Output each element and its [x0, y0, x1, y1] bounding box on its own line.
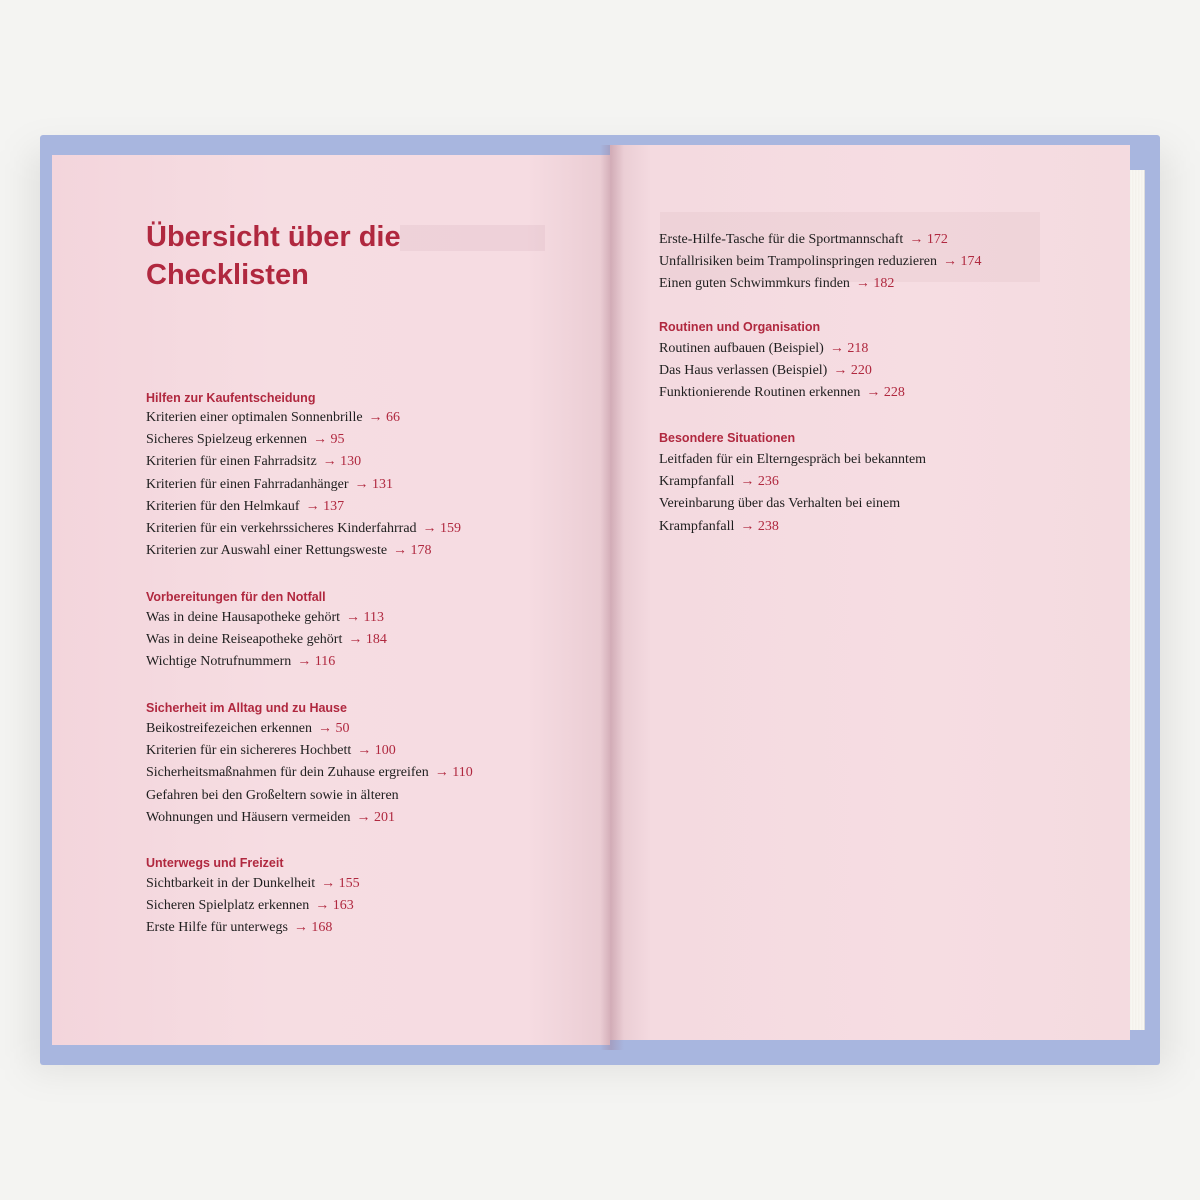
section-heading-kaufentscheidung: Hilfen zur Kaufentscheidung: [146, 391, 316, 405]
checklist-kaufentscheidung: [146, 407, 461, 562]
page-ref: → 182: [855, 276, 895, 292]
page-ref: → 100: [357, 743, 396, 759]
checklist-alltag: [146, 718, 473, 829]
page-ref: → 218: [829, 341, 869, 356]
page-edges: [1128, 170, 1145, 1030]
list-item[interactable]: Kriterien für ein sichereres Hochbett → 100: [146, 743, 396, 759]
list-item[interactable]: Sicherheitsmaßnahmen für dein Zuhause ergreifen → 110: [146, 765, 473, 781]
list-item[interactable]: Sicheres Spielzeug erkennen → 95: [146, 432, 345, 448]
list-item[interactable]: Was in deine Reiseapotheke gehört → 184: [146, 632, 387, 648]
page-ref: → 155: [321, 876, 360, 891]
checklist-besondere: [659, 449, 926, 538]
list-item[interactable]: Das Haus verlassen (Beispiel) → 220: [659, 363, 872, 379]
list-item[interactable]: Routinen aufbauen (Beispiel) → 218: [659, 341, 869, 356]
list-item[interactable]: Funktionierende Routinen erkennen → 228: [659, 385, 905, 401]
list-item[interactable]: Vereinbarung über das Verhalten bei einem: [659, 496, 901, 512]
page-title: [146, 218, 401, 294]
list-item[interactable]: Erste-Hilfe-Tasche für die Sportmannschaft → 172: [659, 232, 948, 247]
list-item[interactable]: Kriterien für den Helmkauf → 137: [146, 498, 345, 514]
page-ref: → 95: [312, 432, 345, 448]
list-item[interactable]: Kriterien einer optimalen Sonnenbrille → 66: [146, 410, 401, 425]
list-item[interactable]: Was in deine Hausapotheke gehört → 113: [146, 610, 385, 625]
title-line-2: Checklisten: [146, 259, 309, 291]
section-heading-alltag: Sicherheit im Alltag und zu Hause: [146, 701, 347, 715]
page-ref: → 174: [943, 254, 982, 270]
list-item[interactable]: Leitfaden für ein Elterngespräch bei bekanntem: [659, 452, 927, 467]
list-item[interactable]: Kriterien für einen Fahrradanhänger → 131: [146, 476, 394, 492]
list-item[interactable]: Krampfanfall → 238: [659, 518, 779, 534]
list-item[interactable]: Wohnungen und Häusern vermeiden → 201: [146, 809, 396, 825]
title-line-1: Übersicht über die: [146, 221, 401, 253]
page-ref: → 110: [434, 765, 473, 781]
list-item[interactable]: Beikostreifezeichen erkennen → 50: [146, 721, 350, 736]
list-item[interactable]: Kriterien für einen Fahrradsitz → 130: [146, 454, 362, 470]
section-heading-routinen: Routinen und Organisation: [659, 320, 821, 334]
list-item[interactable]: Sichtbarkeit in der Dunkelheit → 155: [146, 876, 360, 891]
book-spine-gutter: [600, 145, 624, 1050]
checklist-unterwegs: [146, 873, 360, 940]
page-ref: → 131: [354, 476, 394, 492]
page-ref: → 220: [833, 363, 872, 379]
show-through-left: [400, 225, 545, 251]
page-ref: → 130: [322, 454, 362, 470]
page-ref: → 201: [356, 809, 396, 825]
list-item[interactable]: Erste Hilfe für unterwegs → 168: [146, 920, 333, 936]
page-ref: → 228: [866, 385, 905, 401]
list-item[interactable]: Kriterien zur Auswahl einer Rettungsweste → 178: [146, 543, 432, 559]
checklist-continued: [659, 229, 982, 296]
page-ref: → 236: [740, 474, 779, 490]
page-ref: → 168: [293, 920, 333, 936]
page-ref: → 159: [422, 521, 462, 537]
page-ref: → 172: [909, 232, 948, 247]
checklist-routinen: [659, 338, 905, 405]
list-item[interactable]: Krampfanfall → 236: [659, 474, 779, 490]
section-heading-notfall: Vorbereitungen für den Notfall: [146, 590, 326, 604]
list-item[interactable]: Kriterien für ein verkehrssicheres Kinderfahrrad → 159: [146, 521, 462, 537]
page-ref: → 163: [315, 898, 354, 914]
page-ref: → 116: [297, 654, 336, 670]
section-heading-unterwegs: Unterwegs und Freizeit: [146, 856, 284, 870]
section-heading-besondere: Besondere Situationen: [659, 431, 796, 445]
page-ref: → 137: [305, 498, 345, 514]
page-ref: → 113: [346, 610, 385, 625]
list-item[interactable]: Unfallrisiken beim Trampolinspringen reduzieren → 174: [659, 254, 982, 270]
list-item[interactable]: Einen guten Schwimmkurs finden → 182: [659, 276, 895, 292]
page-ref: → 50: [317, 721, 350, 736]
page-ref: → 66: [368, 410, 401, 425]
list-item[interactable]: Wichtige Notrufnummern → 116: [146, 654, 336, 670]
page-ref: → 178: [393, 543, 432, 559]
list-item[interactable]: Sicheren Spielplatz erkennen → 163: [146, 898, 354, 914]
page-ref: → 238: [740, 518, 779, 534]
page-ref: → 184: [348, 632, 387, 648]
checklist-notfall: [146, 607, 387, 674]
list-item[interactable]: Gefahren bei den Großeltern sowie in älteren: [146, 787, 399, 803]
